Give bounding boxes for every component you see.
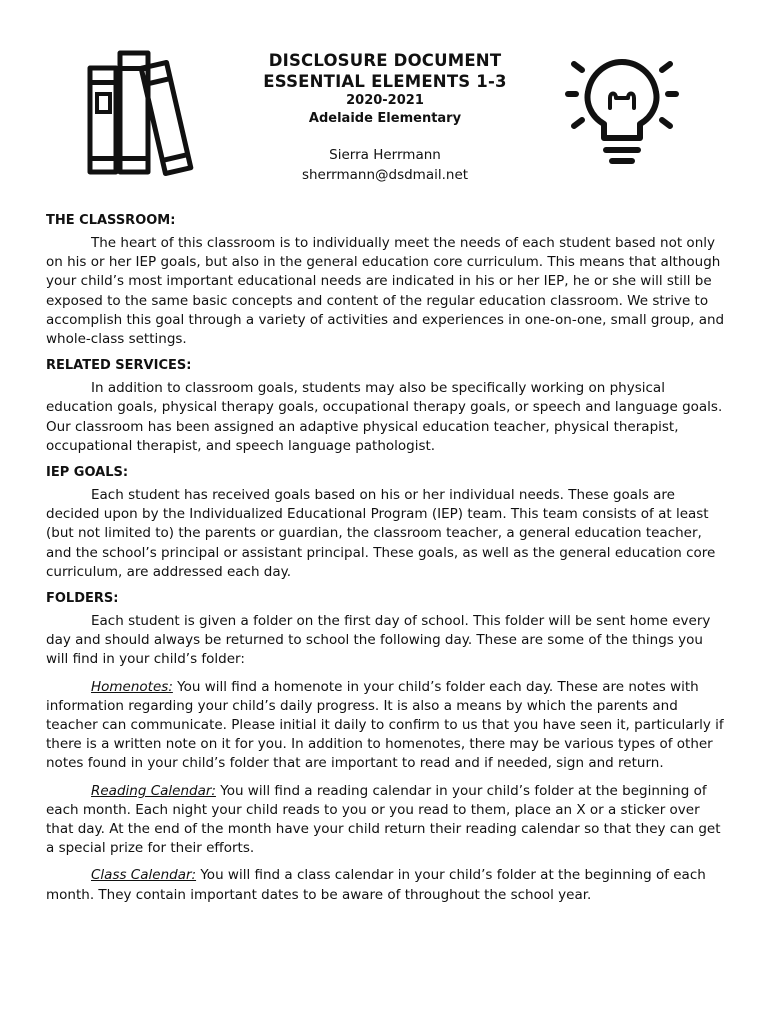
title-line-2: ESSENTIAL ELEMENTS 1-3 bbox=[263, 72, 507, 91]
reading-calendar-label: Reading Calendar: bbox=[91, 782, 216, 799]
document-body bbox=[46, 212, 726, 913]
related-services-heading: RELATED SERVICES: bbox=[46, 358, 192, 374]
folders-paragraph: Each student is given a folder on the first day of school. This folder will be sent home every day and should always be returned to school the following day. These are some of the things you will find in your child’s folder: bbox=[46, 613, 711, 668]
class-calendar-paragraph bbox=[46, 866, 726, 904]
homenotes-label: Homenotes: bbox=[91, 678, 173, 695]
related-services-paragraph: In addition to classroom goals, students may also be specifically working on physical education goals, physical therapy goals, occupational therapy goals, or speech and language goals. Our classroom has been assigned an adaptive physical education teacher, physical therapist, occupational therapist, and speech language pathologist. bbox=[46, 380, 723, 454]
document-header bbox=[210, 50, 560, 185]
iep-goals-heading: IEP GOALS: bbox=[46, 465, 129, 481]
reading-calendar-paragraph bbox=[46, 782, 726, 859]
books-icon bbox=[84, 48, 204, 178]
school-year: 2020-2021 bbox=[346, 93, 424, 108]
homenotes-paragraph bbox=[46, 678, 726, 774]
class-calendar-label: Class Calendar: bbox=[91, 867, 197, 884]
folders-heading: FOLDERS: bbox=[46, 591, 119, 607]
classroom-paragraph: The heart of this classroom is to individually meet the needs of each student based not only on his or her IEP goals, but also in the general education core curriculum. This means that although your child’s most important educational needs are indicated in his or her IEP, he or she will still be exposed to the same basic concepts and content of the regular education classroom. We strive to accomplish this goal through a variety of activities and experiences in one-on-one, small group, and whole-class settings. bbox=[46, 235, 725, 348]
classroom-heading: THE CLASSROOM: bbox=[46, 213, 176, 228]
lightbulb-icon bbox=[560, 50, 684, 170]
class-calendar-text: You will find a class calendar in your child’s folder at the beginning of each month. They contain important dates to be aware of throughout the school year. bbox=[46, 867, 706, 903]
teacher-email: sherrmann@dsdmail.net bbox=[301, 167, 469, 183]
iep-goals-paragraph: Each student has received goals based on his or her individual needs. These goals are decided upon by the Individualized Educational Program (IEP) team. This team consists of at least (but not limited to) the parents or guardian, the classroom teacher, a general education teacher, and the school’s principal or assistant principal. These goals, as well as the general education core curriculum, are addressed each day. bbox=[46, 487, 716, 580]
teacher-name: Sierra Herrmann bbox=[329, 147, 441, 163]
homenotes-text: You will find a homenote in your child’s folder each day. These are notes with information regarding your child’s daily progress. It is also a means by which the parents and teacher can communicate. Please initial it daily to confirm to us that you have seen it, particularly if there is a written note on it for you. In addition to homenotes, there may be various types of other notes found in your child’s folder that are important to read and if needed, sign and return. bbox=[46, 678, 724, 772]
reading-calendar-text: You will find a reading calendar in your child’s folder at the beginning of each month. Each night your child reads to you or you read to them, place an X or a sticker over that day. At the end of the month have your child return their reading calendar so that they can get a special prize for their efforts. bbox=[46, 782, 721, 857]
school-name: Adelaide Elementary bbox=[308, 111, 462, 126]
title-line-1: DISCLOSURE DOCUMENT bbox=[268, 51, 502, 70]
